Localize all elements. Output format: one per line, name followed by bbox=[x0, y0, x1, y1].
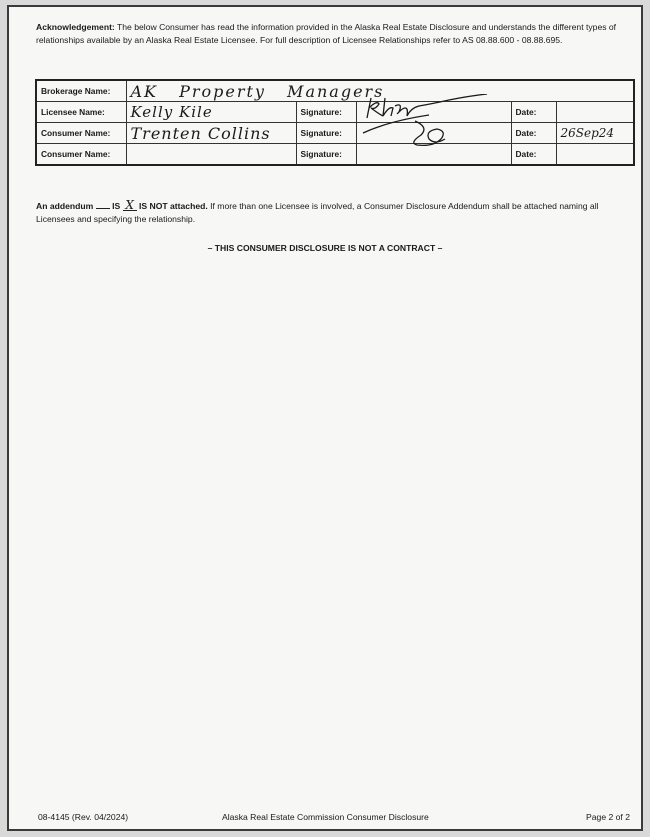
consumer1-date-value: 26Sep24 bbox=[560, 126, 615, 140]
brokerage-name-label: Brokerage Name: bbox=[36, 80, 126, 102]
licensee-date-label: Date: bbox=[511, 102, 556, 123]
acknowledgement-text: The below Consumer has read the information provided in the Alaska Real Estate Disclosure and understands the different types of relationships available by an Alaska Real Estate Licensee. For full description of Licensee Relationships refer to AS 08.88.600 - 08.88.695. bbox=[36, 22, 617, 45]
footer-form-number: 08-4145 (Rev. 04/2024) bbox=[38, 812, 129, 822]
addendum-prefix: An addendum bbox=[36, 201, 94, 211]
consumer1-handwritten-signature bbox=[359, 113, 509, 147]
footer-title: Alaska Real Estate Commission Consumer Disclosure bbox=[222, 812, 429, 822]
brokerage-name-value: AK Property Managers bbox=[130, 81, 385, 101]
licensee-name-value: Kelly Kile bbox=[130, 103, 213, 121]
acknowledgement-label: Acknowledgement: bbox=[36, 22, 115, 32]
addendum-not-checkmark[interactable]: X bbox=[123, 201, 137, 211]
consumer2-signature-label: Signature: bbox=[296, 144, 356, 166]
disclosure-form-table bbox=[35, 79, 635, 166]
licensee-name-label: Licensee Name: bbox=[36, 102, 126, 123]
not-a-contract-notice: – THIS CONSUMER DISCLOSURE IS NOT A CONTRACT – bbox=[207, 243, 443, 253]
consumer1-date-field[interactable] bbox=[556, 123, 634, 144]
consumer1-date-label: Date: bbox=[511, 123, 556, 144]
brokerage-row bbox=[36, 80, 634, 102]
licensee-signature-label: Signature: bbox=[296, 102, 356, 123]
footer-page-number: Page 2 of 2 bbox=[586, 812, 630, 822]
consumer1-name-value: Trenten Collins bbox=[130, 123, 271, 143]
consumer2-name-field[interactable] bbox=[126, 144, 296, 166]
addendum-statement bbox=[36, 199, 636, 225]
addendum-rest-text: If more than one Licensee is involved, a Consumer Disclosure Addendum shall be attached naming all Licensees and specifying the relationship. bbox=[36, 201, 599, 224]
addendum-is-word: IS bbox=[112, 201, 121, 211]
consumer2-row bbox=[36, 144, 634, 166]
acknowledgement-paragraph bbox=[36, 21, 626, 46]
licensee-date-field[interactable] bbox=[556, 102, 634, 123]
consumer2-date-label: Date: bbox=[511, 144, 556, 166]
document-page bbox=[7, 5, 643, 831]
licensee-row bbox=[36, 102, 634, 123]
consumer2-name-label: Consumer Name: bbox=[36, 144, 126, 166]
consumer1-name-label: Consumer Name: bbox=[36, 123, 126, 144]
consumer1-signature-field[interactable] bbox=[356, 123, 511, 144]
consumer2-date-field[interactable] bbox=[556, 144, 634, 166]
licensee-name-field[interactable] bbox=[126, 102, 296, 123]
consumer1-row bbox=[36, 123, 634, 144]
consumer1-signature-label: Signature: bbox=[296, 123, 356, 144]
consumer1-name-field[interactable] bbox=[126, 123, 296, 144]
addendum-is-blank[interactable] bbox=[96, 199, 110, 209]
addendum-not-attached: IS NOT attached. bbox=[138, 201, 208, 211]
